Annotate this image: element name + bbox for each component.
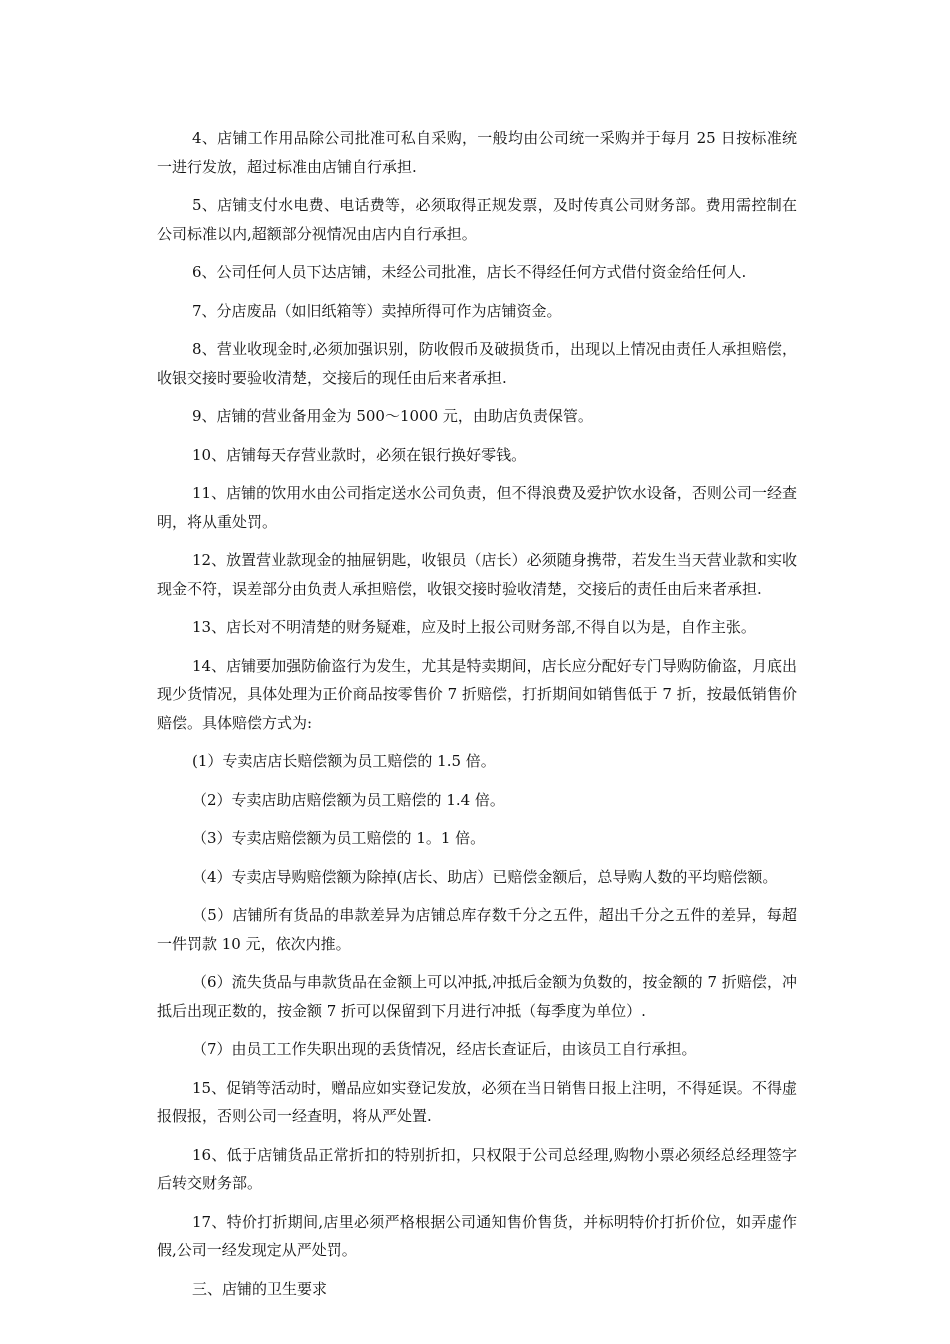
sub-item-5: （5）店铺所有货品的串款差异为店铺总库存数千分之五件，超出千分之五件的差异，每超一件罚款 10 元，依次内推。: [157, 906, 797, 953]
paragraph-item-13: 13、店长对不明清楚的财务疑难，应及时上报公司财务部,不得自以为是，自作主张。: [192, 618, 756, 636]
sub-item-7: （7）由员工工作失职出现的丢货情况，经店长查证后，由该员工自行承担。: [192, 1040, 697, 1058]
paragraph-item-7: 7、分店废品（如旧纸箱等）卖掉所得可作为店铺资金。: [192, 301, 562, 320]
section-heading: 三、店铺的卫生要求: [192, 1279, 328, 1298]
paragraph-item-8: 8、营业收现金时,必须加强识别，防收假币及破损货币，出现以上情况由责任人承担赔偿，收银交接时要验收清楚，交接后的现任由后来者承担.: [157, 340, 797, 387]
sub-item-6: （6）流失货品与串款货品在金额上可以冲抵,冲抵后金额为负数的，按金额的 7 折赔偿，冲抵后出现正数的，按金额 7 折可以保留到下月进行冲抵（每季度为单位）.: [157, 973, 797, 1020]
sub-item-2: （2）专卖店助店赔偿额为员工赔偿的 1.4 倍。: [192, 790, 505, 809]
sub-item-1: (1）专卖店店长赔偿额为员工赔偿的 1.5 倍。: [192, 752, 496, 770]
paragraph-item-9: 9、店铺的营业备用金为 500～1000 元，由助店负责保管。: [192, 407, 593, 425]
paragraph-item-12: 12、放置营业款现金的抽屉钥匙，收银员（店长）必须随身携带，若发生当天营业款和实收现金不符，误差部分由负责人承担赔偿，收银交接时验收清楚，交接后的责任由后来者承担.: [157, 551, 797, 598]
document-body: [157, 124, 797, 1313]
paragraph-item-11: 11、店铺的饮用水由公司指定送水公司负责，但不得浪费及爱护饮水设备，否则公司一经查明，将从重处罚。: [157, 484, 797, 531]
paragraph-item-4: 4、店铺工作用品除公司批准可私自采购，一般均由公司统一采购并于每月 25 日按标准统一进行发放，超过标准由店铺自行承担.: [157, 129, 797, 176]
paragraph-item-16: 16、低于店铺货品正常折扣的特别折扣，只权限于公司总经理,购物小票必须经总经理签字后转交财务部。: [157, 1145, 797, 1192]
paragraph-item-15: 15、促销等活动时，赠品应如实登记发放，必须在当日销售日报上注明，不得延误。不得虚报假报，否则公司一经查明，将从严处置.: [157, 1078, 797, 1125]
paragraph-item-6: 6、公司任何人员下达店铺，未经公司批准，店长不得经任何方式借付资金给任何人.: [192, 263, 747, 281]
paragraph-item-10: 10、店铺每天存营业款时，必须在银行换好零钱。: [192, 445, 527, 464]
paragraph-item-5: 5、店铺支付水电费、电话费等，必须取得正规发票，及时传真公司财务部。费用需控制在公司标准以内,超额部分视情况由店内自行承担。: [157, 196, 797, 243]
sub-item-4: （4）专卖店导购赔偿额为除掉(店长、助店）已赔偿金额后，总导购人数的平均赔偿额。: [192, 867, 778, 886]
sub-item-3: （3）专卖店赔偿额为员工赔偿的 1。1 倍。: [192, 829, 486, 847]
paragraph-item-17: 17、特价打折期间,店里必须严格根据公司通知售价售货，并标明特价打折价位，如弄虚作假,公司一经发现定从严处罚。: [157, 1212, 797, 1259]
paragraph-item-14: 14、店铺要加强防偷盗行为发生，尤其是特卖期间，店长应分配好专门导购防偷盗，月底出现少货情况，具体处理为正价商品按零售价 7 折赔偿，打折期间如销售低于 7 折，按最低销售价赔偿。具体赔偿方式为:: [157, 656, 797, 732]
